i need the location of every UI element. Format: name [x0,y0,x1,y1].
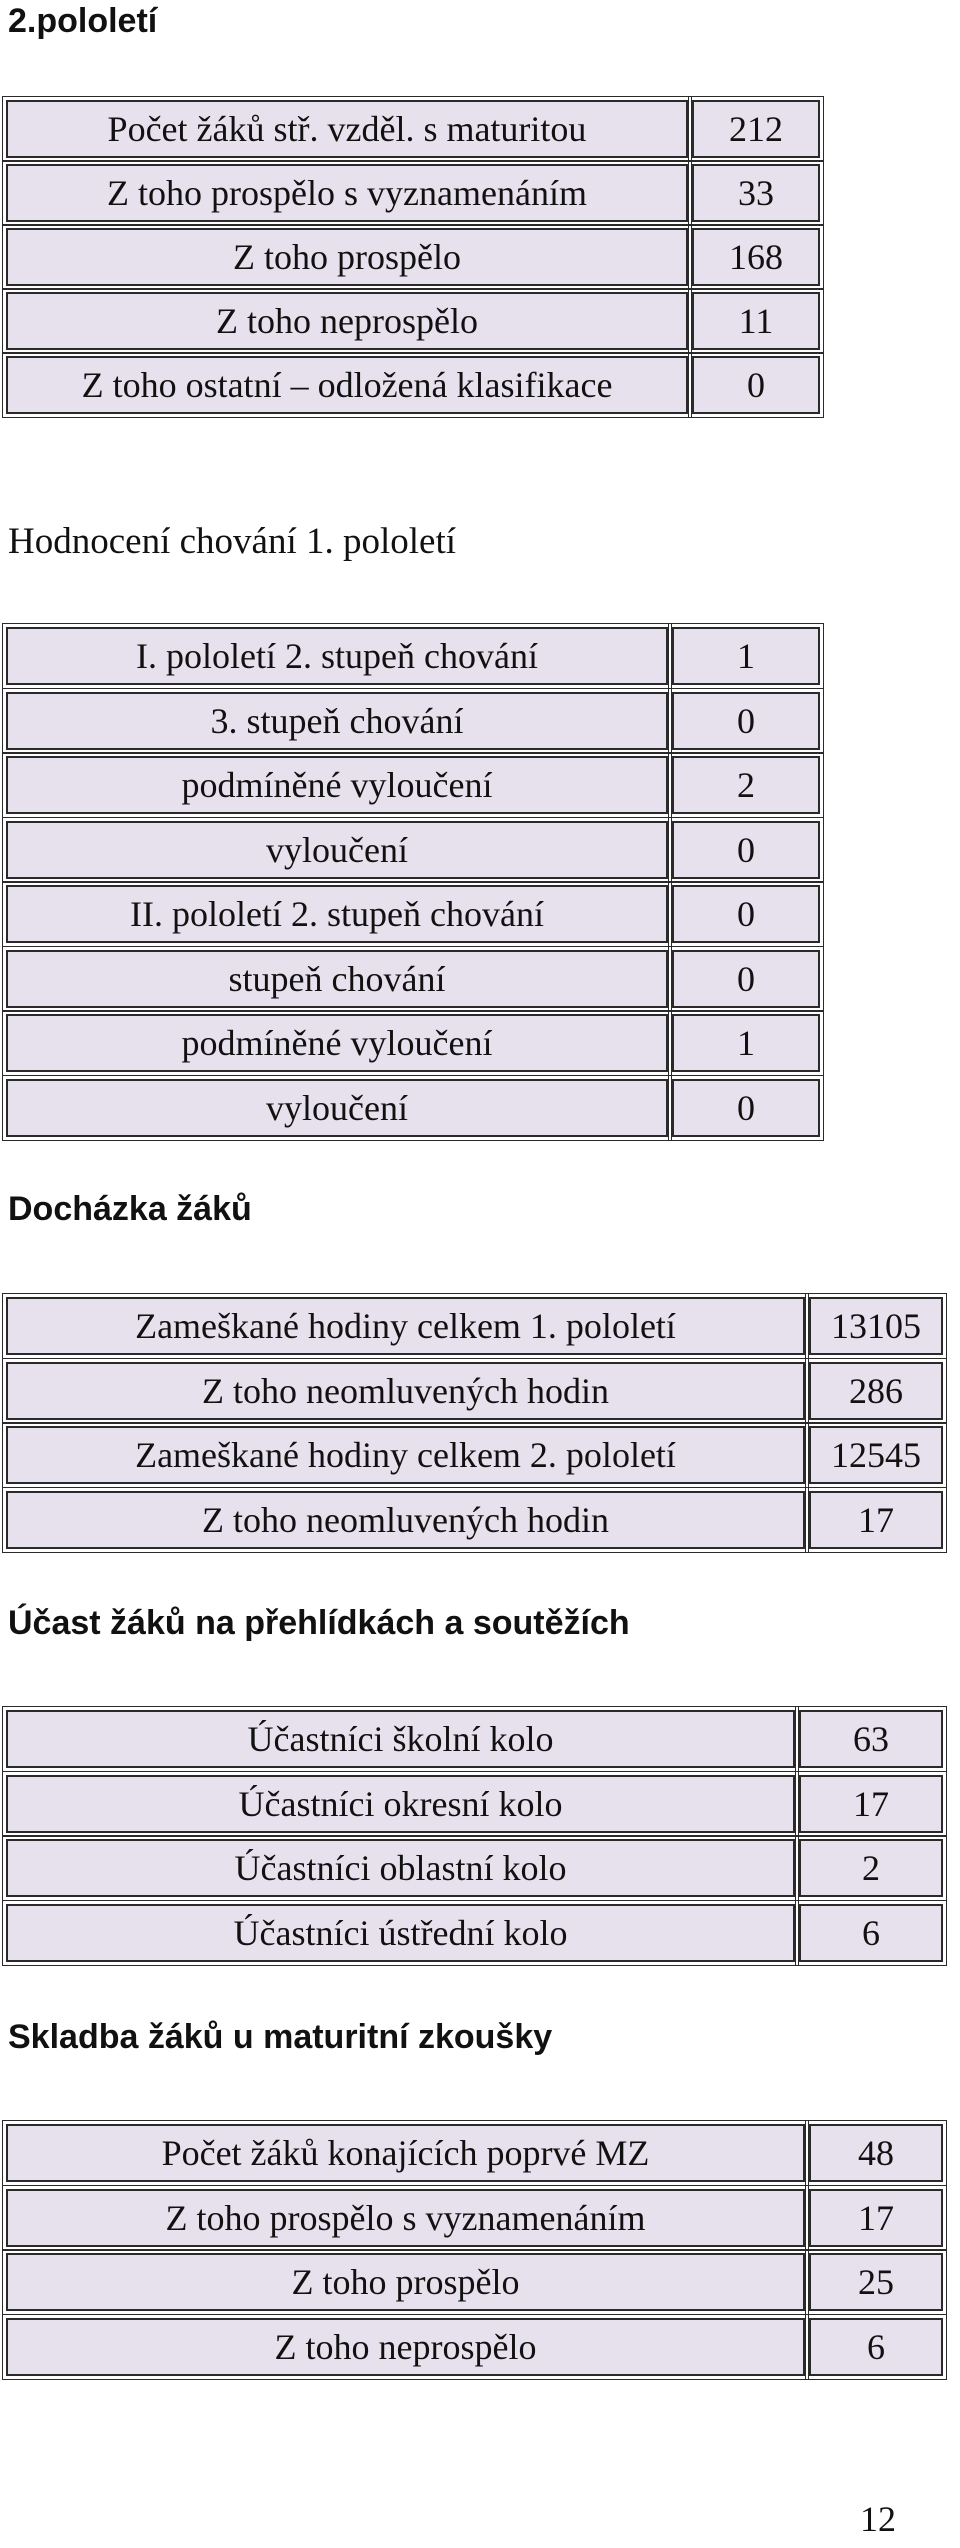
row-value: 25 [809,2253,943,2311]
row-value: 11 [692,292,820,350]
row-label: podmíněné vyloučení [6,1014,668,1072]
row-label: Účastníci školní kolo [6,1710,795,1768]
row-value: 0 [672,885,820,943]
row-value: 1 [672,627,820,685]
row-label: Účastníci okresní kolo [6,1775,795,1833]
exam-heading: Skladba žáků u maturitní zkoušky [8,2018,553,2056]
row-label: Účastníci oblastní kolo [6,1839,795,1897]
row-value: 286 [809,1362,943,1420]
row-label: vyloučení [6,1079,668,1137]
row-label: Z toho neomluvených hodin [6,1491,805,1549]
row-value: 63 [799,1710,943,1768]
row-label: Z toho prospělo [6,228,688,286]
attendance-heading: Docházka žáků [8,1190,252,1228]
row-value: 12545 [809,1426,943,1484]
row-label: Zameškané hodiny celkem 2. pololetí [6,1426,805,1484]
page-number: 12 [860,2499,896,2539]
row-label: Z toho neomluvených hodin [6,1362,805,1420]
row-label: II. pololetí 2. stupeň chování [6,885,668,943]
row-label: Z toho neprospělo [6,2318,805,2376]
row-label: Z toho prospělo s vyznamenáním [6,2189,805,2247]
row-value: 13105 [809,1297,943,1355]
row-label: 3. stupeň chování [6,692,668,750]
row-label: Počet žáků konajících poprvé MZ [6,2124,805,2182]
row-value: 212 [692,100,820,158]
row-label: vyloučení [6,821,668,879]
row-label: Účastníci ústřední kolo [6,1904,795,1962]
behavior-heading: Hodnocení chování 1. pololetí [8,521,457,562]
row-label: Z toho prospělo [6,2253,805,2311]
row-value: 1 [672,1014,820,1072]
row-value: 17 [809,1491,943,1549]
row-label: Z toho prospělo s vyznamenáním [6,164,688,222]
row-value: 0 [672,1079,820,1137]
row-label: Z toho neprospělo [6,292,688,350]
row-value: 6 [799,1904,943,1962]
row-value: 2 [672,756,820,814]
row-value: 0 [672,692,820,750]
row-value: 17 [799,1775,943,1833]
row-value: 6 [809,2318,943,2376]
row-label: podmíněné vyloučení [6,756,668,814]
row-value: 0 [672,821,820,879]
competitions-heading: Účast žáků na přehlídkách a soutěžích [8,1604,630,1642]
row-label: stupeň chování [6,950,668,1008]
row-value: 168 [692,228,820,286]
row-value: 48 [809,2124,943,2182]
row-value: 33 [692,164,820,222]
row-value: 17 [809,2189,943,2247]
section-title: 2.pololetí [8,2,158,40]
row-value: 0 [672,950,820,1008]
row-label: Zameškané hodiny celkem 1. pololetí [6,1297,805,1355]
row-label: Počet žáků stř. vzděl. s maturitou [6,100,688,158]
row-label: Z toho ostatní – odložená klasifikace [6,356,688,414]
row-label: I. pololetí 2. stupeň chování [6,627,668,685]
row-value: 0 [692,356,820,414]
row-value: 2 [799,1839,943,1897]
